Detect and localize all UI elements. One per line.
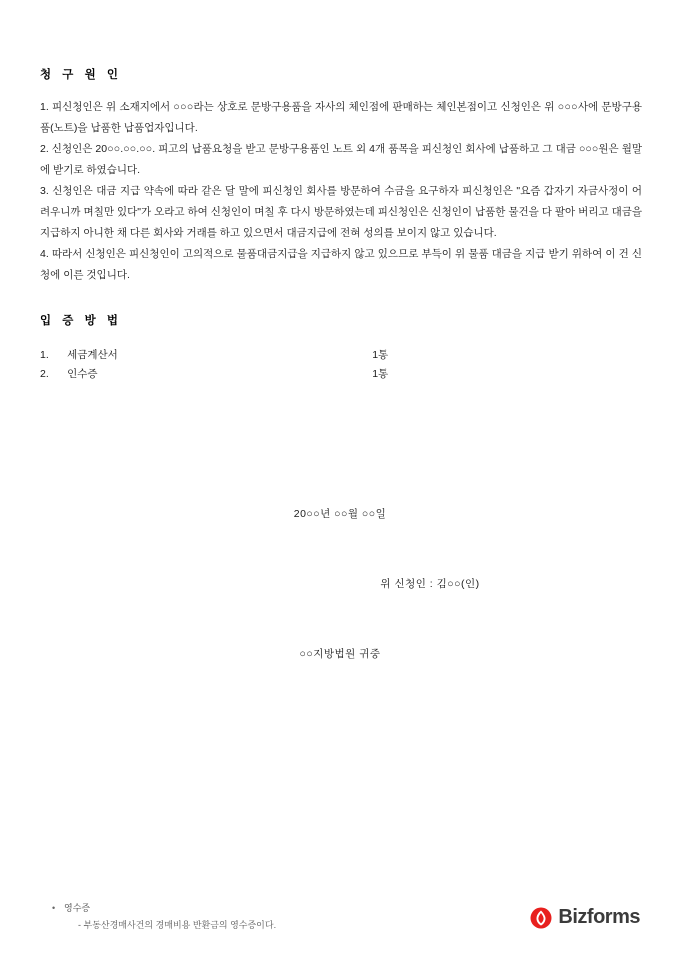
proof-item-name: 인수증	[67, 368, 98, 380]
proof-method-table	[40, 346, 440, 384]
cause-paragraphs	[40, 97, 642, 286]
bizforms-wordmark: Bizforms	[558, 906, 640, 928]
proof-item-count: 1통	[372, 368, 389, 380]
proof-item-count: 1통	[372, 349, 389, 361]
table-row	[40, 346, 440, 365]
section-heading-cause: 청 구 원 인	[40, 69, 123, 81]
bullet-icon: •	[52, 903, 56, 913]
section-heading-proof: 입 증 방 법	[40, 315, 123, 327]
court-addressee-line: ○○지방법원 귀중	[299, 648, 381, 660]
cause-paragraph-3: 3. 신청인은 대금 지급 약속에 따라 같은 달 말에 피신청인 회사를 방문하여 수금을 요구하자 피신청인은 "요즘 갑자기 자금사정이 어려우니까 며칠만 있다"가 오라고 하여 신청인이 며칠 후 다시 방문하였는데 피신청인은 신청인이 납품한 물건을 다 팔아 버리고 대금을 지급하지 아니한 채 다른 회사와 거래를 하고 있으면서 대금지급에 전혀 성의를 보이지 않고 있습니다.	[40, 185, 642, 239]
bizforms-logo	[530, 906, 640, 929]
proof-item-index: 1.	[40, 349, 49, 361]
bizforms-mark-icon	[530, 907, 552, 929]
footnote-sub-label: - 부동산경매사건의 경매비용 반환금의 영수증이다.	[78, 920, 277, 930]
footnote-main-label: 영수증	[64, 903, 91, 913]
cause-paragraph-4: 4. 따라서 신청인은 피신청인이 고의적으로 물품대금지급을 지급하지 않고 있으므로 부득이 위 물품 대금을 지급 받기 위하여 이 건 신청에 이른 것입니다.	[40, 248, 642, 281]
footnotes	[52, 900, 276, 934]
proof-item-name: 세금계산서	[67, 349, 118, 361]
cause-paragraph-2: 2. 신청인은 20○○.○○.○○. 피고의 납품요청을 받고 문방구용품인 노트 외 4개 품목을 피신청인 회사에 납품하고 그 대금 ○○○원은 월말에 받기로 하였습니다.	[40, 143, 642, 176]
applicant-signature-line: 위 신청인 : 김○○(인)	[380, 578, 480, 590]
table-row	[40, 365, 440, 384]
proof-item-index: 2.	[40, 368, 49, 380]
footnote-main	[52, 900, 276, 917]
cause-paragraph-1: 1. 피신청인은 위 소재지에서 ○○○라는 상호로 문방구용품을 자사의 체인점에 판매하는 체인본점이고 신청인은 위 ○○○사에 문방구용품(노트)을 납품한 납품업자입니다.	[40, 101, 642, 134]
document-date-line: 20○○년 ○○월 ○○일	[293, 508, 387, 520]
